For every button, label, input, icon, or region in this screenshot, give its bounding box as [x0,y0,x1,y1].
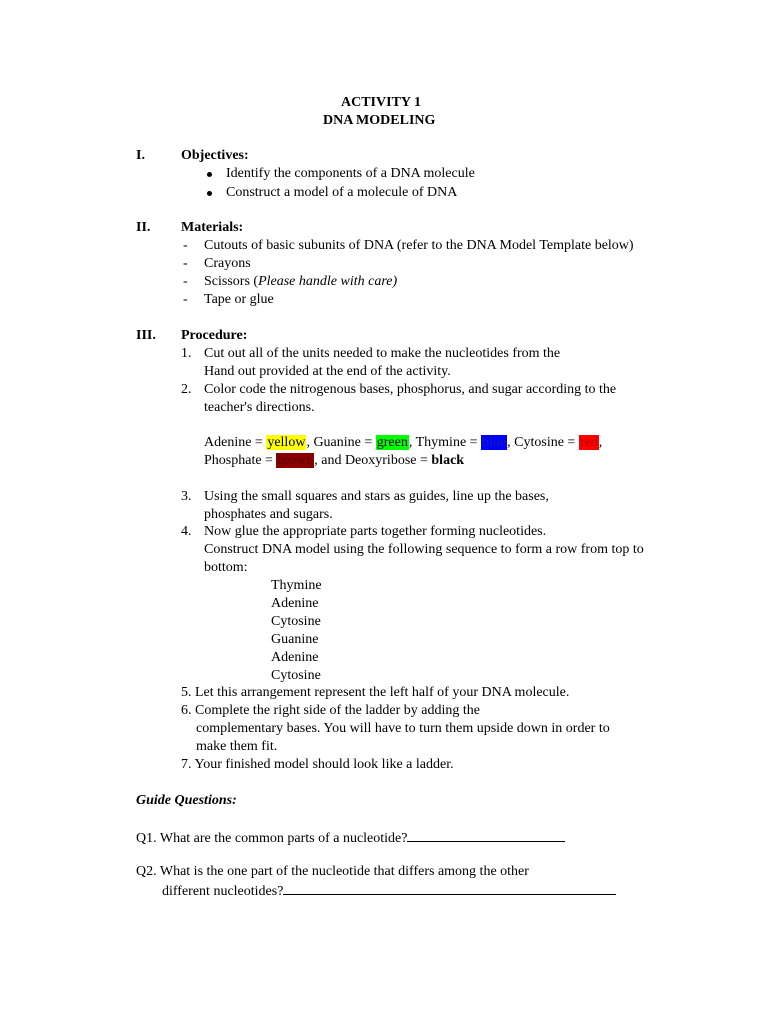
material-item: Tape or glue [204,292,274,307]
section-numeral-procedure: III. [136,328,156,343]
adenine-label: Adenine = [204,435,267,450]
dash-marker: - [183,292,188,307]
thymine-label: , Thymine = [408,435,482,450]
material-item-text: Scissors ( [204,274,259,289]
step-text: Hand out provided at the end of the activity. [204,364,451,379]
objective-item: Identify the components of a DNA molecule [226,166,475,181]
cytosine-color: red [579,435,598,450]
question-text: different nucleotides? [162,884,284,899]
section-numeral-materials: II. [136,220,151,235]
section-heading-procedure: Procedure: [181,328,248,343]
step-text: Now glue the appropriate parts together forming nucleotides. [204,524,547,539]
step-text: 6. Complete the right side of the ladder by adding the [181,703,480,718]
step-text: complementary bases. You will have to turn them upside down in order to [196,721,610,736]
sequence-item: Thymine [271,578,322,593]
step-number: 4. [181,524,192,539]
section-heading-materials: Materials: [181,220,244,235]
answer-blank[interactable] [283,881,616,895]
answer-blank[interactable] [407,828,565,842]
section-heading-objectives: Objectives: [181,148,249,163]
page-title: ACTIVITY 1 [341,95,421,110]
section-numeral-objectives: I. [136,148,145,163]
color-code-line [204,452,464,470]
step-number: 3. [181,489,192,504]
guanine-color: green [376,435,408,450]
end-comma: , [598,435,603,450]
sequence-item: Cytosine [271,668,321,683]
sequence-item: Adenine [271,650,319,665]
color-code-line [204,434,602,452]
material-item-note: Please handle with care) [258,274,398,289]
bullet-icon [207,172,212,177]
dash-marker: - [183,238,188,253]
phosphate-label: Phosphate = [204,453,277,468]
step-text: 5. Let this arrangement represent the left half of your DNA molecule. [181,685,570,700]
step-text: phosphates and sugars. [204,507,333,522]
step-text: Using the small squares and stars as guides, line up the bases, [204,489,549,504]
step-text: 7. Your finished model should look like a ladder. [181,757,454,772]
step-number: 1. [181,346,192,361]
question-text: Q1. What are the common parts of a nucleotide? [136,831,408,846]
guide-questions-heading: Guide Questions: [136,793,237,808]
step-number: 2. [181,382,192,397]
step-text: Color code the nitrogenous bases, phosphorus, and sugar according to the [204,382,617,397]
question-q1 [136,828,565,848]
deoxyribose-color: black [431,453,465,468]
material-item: Cutouts of basic subunits of DNA (refer to the DNA Model Template below) [204,238,634,253]
adenine-color: yellow [267,435,306,450]
phosphate-color: brown [277,453,314,468]
question-q2-continued [162,881,616,901]
material-item: Crayons [204,256,251,271]
guanine-label: , Guanine = [306,435,376,450]
step-text: teacher's directions. [204,400,315,415]
thymine-color: blue [482,435,507,450]
step-text: bottom: [204,560,248,575]
step-text: make them fit. [196,739,278,754]
sequence-item: Guanine [271,632,319,647]
cytosine-label: , Cytosine = [507,435,579,450]
dash-marker: - [183,274,188,289]
dash-marker: - [183,256,188,271]
page-subtitle: DNA MODELING [323,113,436,128]
question-q2: Q2. What is the one part of the nucleotide that differs among the other [136,864,529,879]
objective-item: Construct a model of a molecule of DNA [226,185,458,200]
deoxyribose-label: , and Deoxyribose = [314,453,432,468]
material-item [204,273,397,291]
step-text: Cut out all of the units needed to make the nucleotides from the [204,346,561,361]
step-text: Construct DNA model using the following sequence to form a row from top to [204,542,644,557]
bullet-icon [207,191,212,196]
sequence-item: Adenine [271,596,319,611]
sequence-item: Cytosine [271,614,321,629]
